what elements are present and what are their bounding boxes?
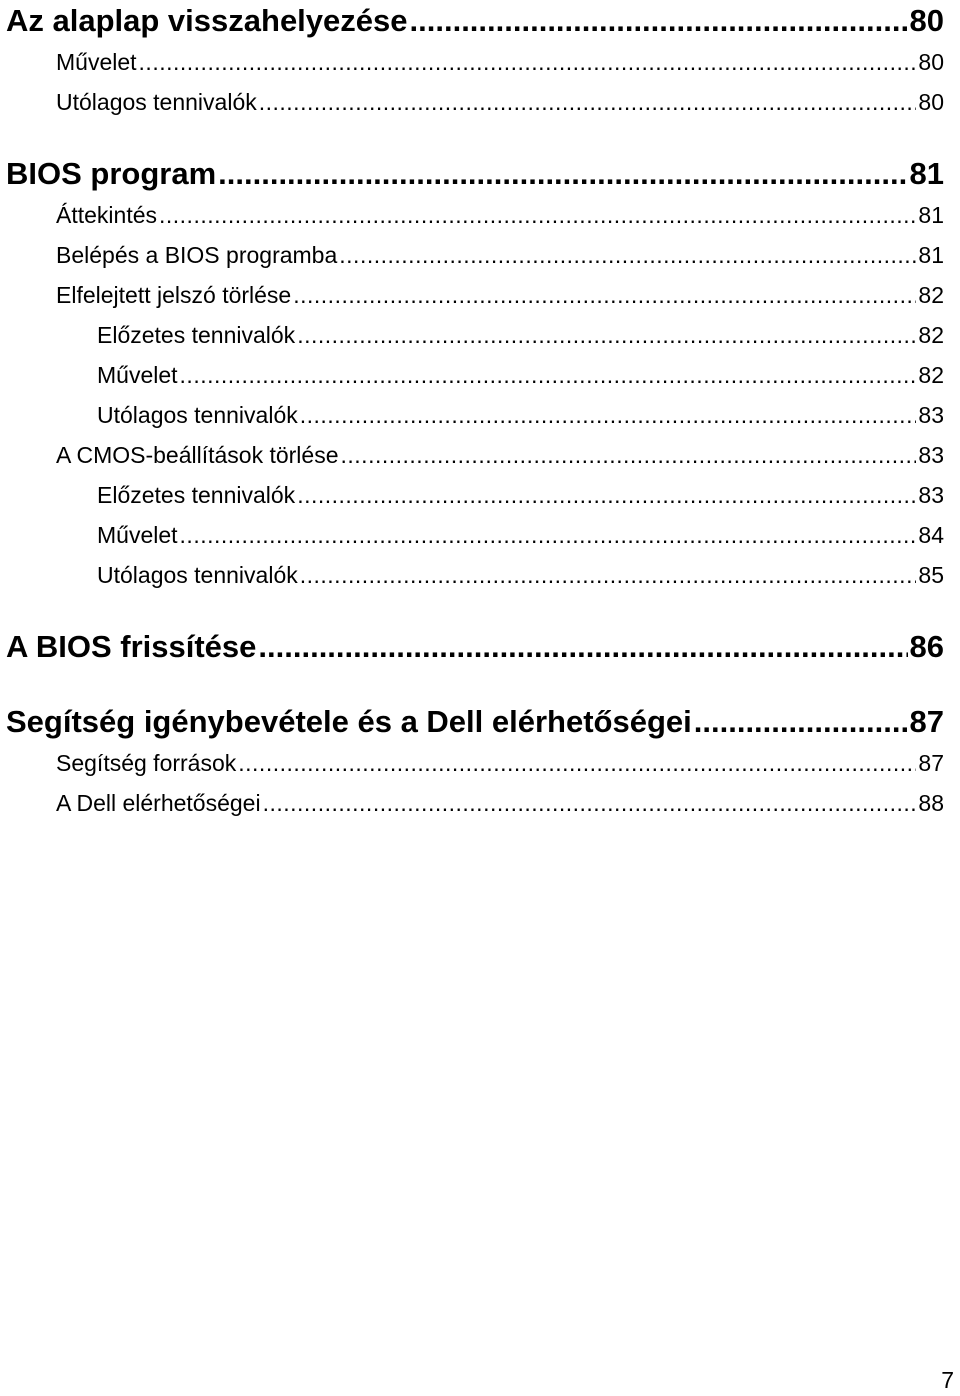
toc-entry-page: 80 [918, 89, 944, 115]
toc-entry[interactable] [6, 235, 944, 275]
toc-entry-page: 81 [918, 202, 944, 228]
table-of-contents [6, 0, 944, 823]
toc-entry-title: A BIOS frissítése [6, 629, 257, 664]
toc-entry-title: Utólagos tennivalók [97, 402, 298, 428]
toc-entry[interactable] [6, 515, 944, 555]
dot-leader [180, 355, 917, 395]
toc-entry[interactable] [6, 315, 944, 355]
page-number: 7 [941, 1367, 954, 1393]
toc-entry[interactable] [6, 743, 944, 783]
dot-leader [238, 743, 916, 783]
toc-entry-page: 81 [909, 156, 944, 191]
dot-leader [297, 315, 916, 355]
toc-entry-page: 85 [918, 562, 944, 588]
toc-entry-title: Művelet [97, 362, 178, 388]
toc-entry-page: 83 [918, 402, 944, 428]
dot-leader [139, 42, 917, 82]
toc-entry-page: 88 [918, 790, 944, 816]
toc-entry[interactable] [6, 355, 944, 395]
toc-entry-page: 87 [909, 704, 944, 739]
toc-entry[interactable] [6, 783, 944, 823]
dot-leader [180, 515, 917, 555]
toc-entry[interactable] [6, 701, 944, 743]
dot-leader [694, 701, 908, 743]
dot-leader [300, 555, 917, 595]
dot-leader [410, 0, 908, 42]
toc-entry-page: 83 [918, 482, 944, 508]
toc-entry-title: Utólagos tennivalók [97, 562, 298, 588]
toc-entry-page: 83 [918, 442, 944, 468]
toc-entry-page: 82 [918, 322, 944, 348]
toc-entry[interactable] [6, 153, 944, 195]
dot-leader [258, 626, 907, 668]
dot-leader [218, 153, 907, 195]
toc-entry-title: BIOS program [6, 156, 217, 191]
toc-entry-title: Segítség igénybevétele és a Dell elérhetőségei [6, 704, 692, 739]
toc-entry-page: 84 [918, 522, 944, 548]
toc-entry-title: Utólagos tennivalók [56, 89, 257, 115]
toc-entry[interactable] [6, 82, 944, 122]
toc-entry-title: A CMOS-beállítások törlése [56, 442, 339, 468]
toc-entry-title: Elfelejtett jelszó törlése [56, 282, 292, 308]
toc-entry[interactable] [6, 195, 944, 235]
toc-entry[interactable] [6, 435, 944, 475]
toc-entry[interactable] [6, 555, 944, 595]
toc-entry-page: 82 [918, 362, 944, 388]
dot-leader [259, 82, 917, 122]
toc-entry[interactable] [6, 395, 944, 435]
toc-entry-title: Áttekintés [56, 202, 157, 228]
toc-entry[interactable] [6, 275, 944, 315]
dot-leader [339, 235, 916, 275]
toc-entry-title: Művelet [97, 522, 178, 548]
dot-leader [300, 395, 917, 435]
toc-entry[interactable] [6, 42, 944, 82]
toc-entry-page: 80 [909, 3, 944, 38]
dot-leader [263, 783, 917, 823]
toc-entry-title: Művelet [56, 49, 137, 75]
toc-entry-title: Belépés a BIOS programba [56, 242, 338, 268]
toc-entry-title: A Dell elérhetőségei [56, 790, 261, 816]
toc-entry-title: Előzetes tennivalók [97, 482, 296, 508]
toc-entry-page: 86 [909, 629, 944, 664]
toc-entry-page: 87 [918, 750, 944, 776]
toc-entry[interactable] [6, 626, 944, 668]
toc-entry-page: 81 [918, 242, 944, 268]
toc-entry[interactable] [6, 475, 944, 515]
toc-entry-page: 80 [918, 49, 944, 75]
toc-entry-page: 82 [918, 282, 944, 308]
dot-leader [341, 435, 917, 475]
dot-leader [159, 195, 916, 235]
toc-entry-title: Az alaplap visszahelyezése [6, 3, 408, 38]
dot-leader [297, 475, 916, 515]
dot-leader [293, 275, 916, 315]
toc-entry-title: Előzetes tennivalók [97, 322, 296, 348]
toc-entry[interactable] [6, 0, 944, 42]
toc-entry-title: Segítség források [56, 750, 237, 776]
